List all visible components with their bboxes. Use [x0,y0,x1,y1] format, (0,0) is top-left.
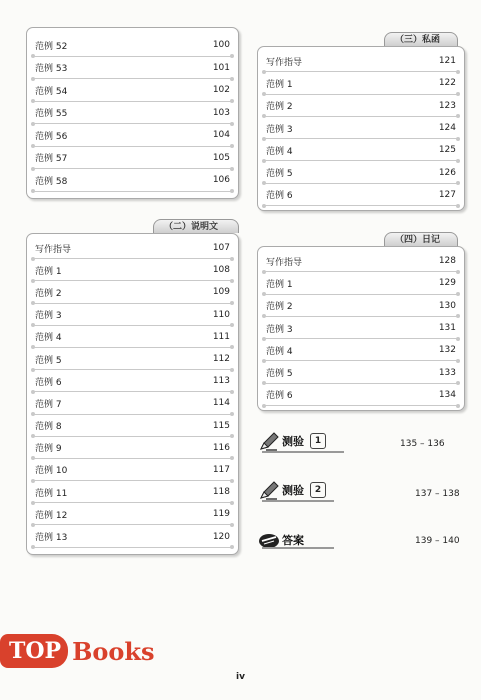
quiz-1-number: 1 [310,433,326,449]
toc-entry-page: 123 [438,100,456,111]
toc-list [258,47,464,206]
toc-entry-page: 108 [212,265,230,276]
toc-row [27,326,238,348]
toc-row [27,437,238,459]
topbooks-logo [0,634,155,668]
toc-entry-label: 范例 4 [266,146,293,157]
quiz-1-pages: 135 – 136 [400,439,445,449]
toc-entry-label: 范例 2 [35,288,62,299]
toc-row [27,102,238,125]
toc-row [27,503,238,525]
toc-entry-page: 104 [212,130,230,141]
toc-entry-page: 102 [212,85,230,96]
toc-list [27,28,238,192]
toc-row [258,384,464,406]
toc-entry-page: 130 [438,300,456,311]
toc-row [258,250,464,272]
quiz-1-heading [258,430,329,452]
toc-entry-page: 107 [212,243,230,254]
toc-row [258,339,464,361]
toc-row [27,79,238,102]
toc-entry-page: 103 [212,107,230,118]
toc-entry-label: 范例 1 [35,266,62,277]
section-tab-diary: （四）日记 [384,232,458,246]
toc-row [258,161,464,183]
toc-entry-page: 122 [438,78,456,89]
toc-row [27,415,238,437]
toc-entry-label: 范例 53 [35,64,68,75]
quiz-2-number: 2 [310,482,326,498]
toc-entry-label: 范例 8 [35,422,62,433]
toc-entry-page: 119 [212,509,230,520]
toc-entry-page: 125 [438,145,456,156]
toc-entry-label: 范例 52 [35,41,68,52]
toc-entry-label: 范例 13 [35,533,68,544]
toc-entry-label: 范例 55 [35,109,68,120]
toc-row [27,147,238,170]
dotted-rule [263,205,459,206]
toc-list [27,234,238,548]
toc-entry-label: 范例 5 [266,369,293,380]
toc-row [27,124,238,147]
section-tab-expository: （二）说明文 [153,219,239,233]
logo-books: Books [72,636,155,666]
toc-entry-label: 范例 2 [266,302,293,313]
section-tab-letter: （三）私函 [384,32,458,46]
toc-entry-page: 113 [212,376,230,387]
toc-row [27,281,238,303]
toc-entry-page: 118 [212,487,230,498]
toc-entry-page: 133 [438,367,456,378]
toc-row [27,237,238,259]
toc-entry-page: 116 [212,442,230,453]
toc-entry-label: 范例 3 [266,324,293,335]
toc-entry-page: 121 [438,56,456,67]
toc-entry-label: 范例 54 [35,86,68,97]
quiz-2-pages: 137 – 138 [415,489,460,499]
toc-entry-page: 127 [438,189,456,200]
toc-entry-label: 范例 11 [35,488,68,499]
toc-entry-label: 范例 6 [35,377,62,388]
toc-box-continued [26,27,239,199]
toc-row [27,392,238,414]
page-number: iv [236,672,245,682]
toc-box-diary [257,246,465,411]
toc-entry-page: 105 [212,152,230,163]
toc-row [258,72,464,94]
toc-entry-page: 109 [212,287,230,298]
toc-entry-label: 写作指导 [35,244,72,255]
toc-entry-page: 100 [212,40,230,51]
toc-row [27,459,238,481]
divider [262,451,344,453]
dotted-rule [263,405,459,406]
pencil-icon [258,430,280,452]
toc-entry-label: 范例 10 [35,466,68,477]
toc-entry-label: 范例 4 [266,346,293,357]
toc-entry-page: 128 [438,256,456,267]
toc-entry-label: 范例 6 [266,191,293,202]
toc-entry-page: 132 [438,345,456,356]
quiz-2-heading [258,479,326,501]
toc-entry-label: 范例 56 [35,131,68,142]
toc-entry-label: 范例 6 [266,391,293,402]
toc-row [27,348,238,370]
toc-entry-label: 范例 5 [35,355,62,366]
toc-entry-page: 131 [438,323,456,334]
toc-entry-label: 范例 3 [266,124,293,135]
toc-row [258,50,464,72]
toc-entry-page: 126 [438,167,456,178]
toc-entry-page: 124 [438,123,456,134]
toc-entry-label: 范例 57 [35,154,68,165]
toc-row [258,117,464,139]
toc-list [258,247,464,406]
toc-entry-page: 120 [212,531,230,542]
toc-entry-label: 范例 7 [35,399,62,410]
toc-row [258,295,464,317]
toc-row [27,259,238,281]
toc-entry-label: 范例 9 [35,444,62,455]
toc-box-expository [26,233,239,555]
toc-entry-label: 范例 1 [266,79,293,90]
quiz-1-label: 测验 [282,435,304,448]
toc-row [258,361,464,383]
toc-row [27,370,238,392]
dotted-rule [32,191,233,192]
toc-entry-label: 范例 5 [266,169,293,180]
toc-row [258,139,464,161]
toc-entry-page: 110 [212,309,230,320]
toc-row [27,481,238,503]
toc-row [27,34,238,57]
toc-entry-page: 111 [212,331,230,342]
toc-row [258,317,464,339]
toc-row [27,304,238,326]
toc-entry-label: 范例 58 [35,176,68,187]
toc-entry-page: 114 [212,398,230,409]
toc-row [258,272,464,294]
answers-label: 答案 [282,534,304,547]
toc-entry-page: 101 [212,62,230,73]
answers-pages: 139 – 140 [415,536,460,546]
toc-entry-page: 129 [438,278,456,289]
divider [262,547,334,549]
quiz-2-label: 测验 [282,484,304,497]
toc-entry-label: 范例 4 [35,333,62,344]
toc-row [27,525,238,547]
toc-row [27,169,238,192]
divider [262,500,334,502]
toc-row [27,57,238,80]
toc-entry-page: 117 [212,464,230,475]
dotted-rule [32,547,233,548]
toc-box-letter [257,46,465,211]
toc-entry-label: 写作指导 [266,257,303,268]
toc-entry-label: 范例 1 [266,279,293,290]
toc-entry-page: 134 [438,389,456,400]
toc-entry-page: 106 [212,175,230,186]
pencil-icon [258,479,280,501]
toc-row [258,184,464,206]
toc-entry-page: 112 [212,354,230,365]
logo-top: TOP [0,634,68,668]
toc-entry-label: 范例 3 [35,311,62,322]
toc-entry-page: 115 [212,420,230,431]
toc-entry-label: 写作指导 [266,57,303,68]
toc-entry-label: 范例 12 [35,510,68,521]
toc-row [258,95,464,117]
toc-entry-label: 范例 2 [266,102,293,113]
